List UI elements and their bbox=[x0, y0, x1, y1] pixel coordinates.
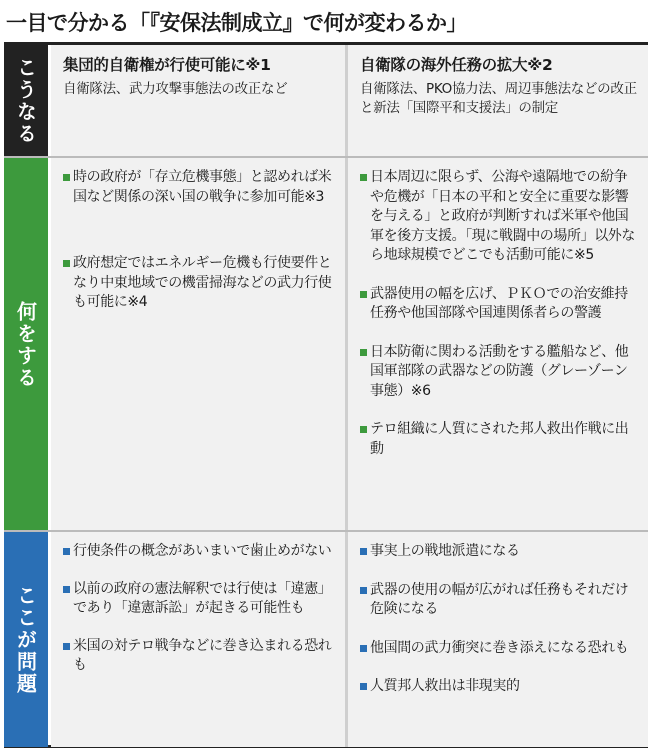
overseas-missions-laws: 自衛隊法、PKO協力法、周辺事態法などの改正と新法「国際平和支援法」の制定 bbox=[360, 81, 637, 116]
list-item-text: 事実上の戦地派遣になる bbox=[370, 543, 520, 559]
cell-collective-defense bbox=[51, 45, 345, 156]
list-item bbox=[360, 639, 638, 659]
cell-collective-actions bbox=[51, 158, 345, 532]
list-item-text: 日本周辺に限らず、公海や遠隔地での紛争や危機が「日本の平和と安全に重要な影響を与える」と政府が判断すれば米軍や他国軍を後方支援。「現に戦闘中の場所」以外なら地球規模でどこでも活動可能に※5 bbox=[370, 169, 635, 263]
collective-defense-heading: 集団的自衛権が行使可能に※1 bbox=[63, 56, 271, 74]
list-item-text: 政府想定ではエネルギー危機も行使要件となり中東地域での機雷掃海などの武力行使も可能に※4 bbox=[73, 255, 332, 310]
collective-problems-list bbox=[63, 542, 335, 676]
list-item bbox=[63, 254, 335, 313]
list-item-text: 人質邦人救出は非現実的 bbox=[370, 678, 520, 694]
row-label-kounaru: こうなる bbox=[4, 45, 48, 156]
square-bullet-icon bbox=[63, 548, 70, 555]
square-bullet-icon bbox=[63, 586, 70, 593]
collective-actions-list bbox=[63, 168, 335, 313]
cell-collective-problems bbox=[51, 532, 345, 747]
list-item-text: 武器使用の幅を広げ、ＰＫＯでの治安維持任務や他国部隊や国連関係者らの警護 bbox=[370, 285, 628, 321]
row-koko-ga-mondai bbox=[4, 530, 648, 747]
collective-defense-laws: 自衛隊法、武力攻撃事態法の改正など bbox=[63, 81, 288, 97]
cell-overseas-problems bbox=[348, 532, 648, 747]
list-item-text: 日本防衛に関わる活動をする艦船など、他国軍部隊の武器などの防護（グレーゾーン事態）※6 bbox=[370, 343, 629, 399]
overseas-actions-list bbox=[360, 168, 638, 459]
square-bullet-icon bbox=[360, 291, 367, 298]
square-bullet-icon bbox=[360, 683, 367, 690]
list-item-text: 米国の対テロ戦争などに巻き込まれる恐れも bbox=[73, 637, 332, 673]
square-bullet-icon bbox=[360, 426, 367, 433]
list-item bbox=[360, 168, 638, 266]
cell-overseas-actions bbox=[348, 158, 648, 532]
square-bullet-icon bbox=[63, 174, 70, 181]
square-bullet-icon bbox=[360, 587, 367, 594]
comparison-table bbox=[4, 42, 648, 748]
overseas-problems-list bbox=[360, 542, 638, 697]
list-item bbox=[360, 343, 638, 402]
square-bullet-icon bbox=[360, 174, 367, 181]
cell-overseas-missions bbox=[348, 45, 648, 156]
square-bullet-icon bbox=[360, 548, 367, 555]
list-item bbox=[63, 542, 335, 562]
list-item-text: 時の政府が「存立危機事態」と認めれば米国など関係の深い国の戦争に参加可能※3 bbox=[73, 169, 332, 205]
list-item bbox=[63, 168, 335, 207]
square-bullet-icon bbox=[63, 260, 70, 267]
list-item-text: 武器の使用の幅が広がれば任務もそれだけ危険になる bbox=[370, 581, 629, 617]
list-item-text: 行使条件の概念があいまいで歯止めがない bbox=[73, 543, 332, 559]
overseas-missions-heading: 自衛隊の海外任務の拡大※2 bbox=[360, 56, 553, 74]
list-item-text: 他国間の武力衝突に巻き添えになる恐れも bbox=[370, 639, 629, 656]
square-bullet-icon bbox=[360, 645, 367, 652]
list-item bbox=[360, 581, 638, 620]
list-item bbox=[360, 677, 638, 697]
list-item-text: テロ組織に人質にされた邦人救出作戦に出動 bbox=[370, 421, 629, 457]
list-item-text: 以前の政府の憲法解釈では行使は「違憲」であり「違憲訴訟」が起きる可能性も bbox=[73, 580, 332, 616]
list-item bbox=[360, 542, 638, 562]
square-bullet-icon bbox=[360, 349, 367, 356]
page-title: 一目で分かる「『安保法制成立』で何が変わるか」 bbox=[6, 11, 467, 35]
row-kounaru bbox=[4, 45, 648, 156]
list-item bbox=[63, 580, 335, 619]
list-item bbox=[360, 420, 638, 459]
square-bullet-icon bbox=[63, 643, 70, 650]
list-item bbox=[63, 637, 335, 676]
row-label-koko-ga-mondai: ここが問題 bbox=[4, 532, 48, 747]
row-nani-wo-suru bbox=[4, 156, 648, 532]
list-item bbox=[360, 285, 638, 324]
row-label-nani-wo-suru: 何をする bbox=[4, 158, 48, 532]
